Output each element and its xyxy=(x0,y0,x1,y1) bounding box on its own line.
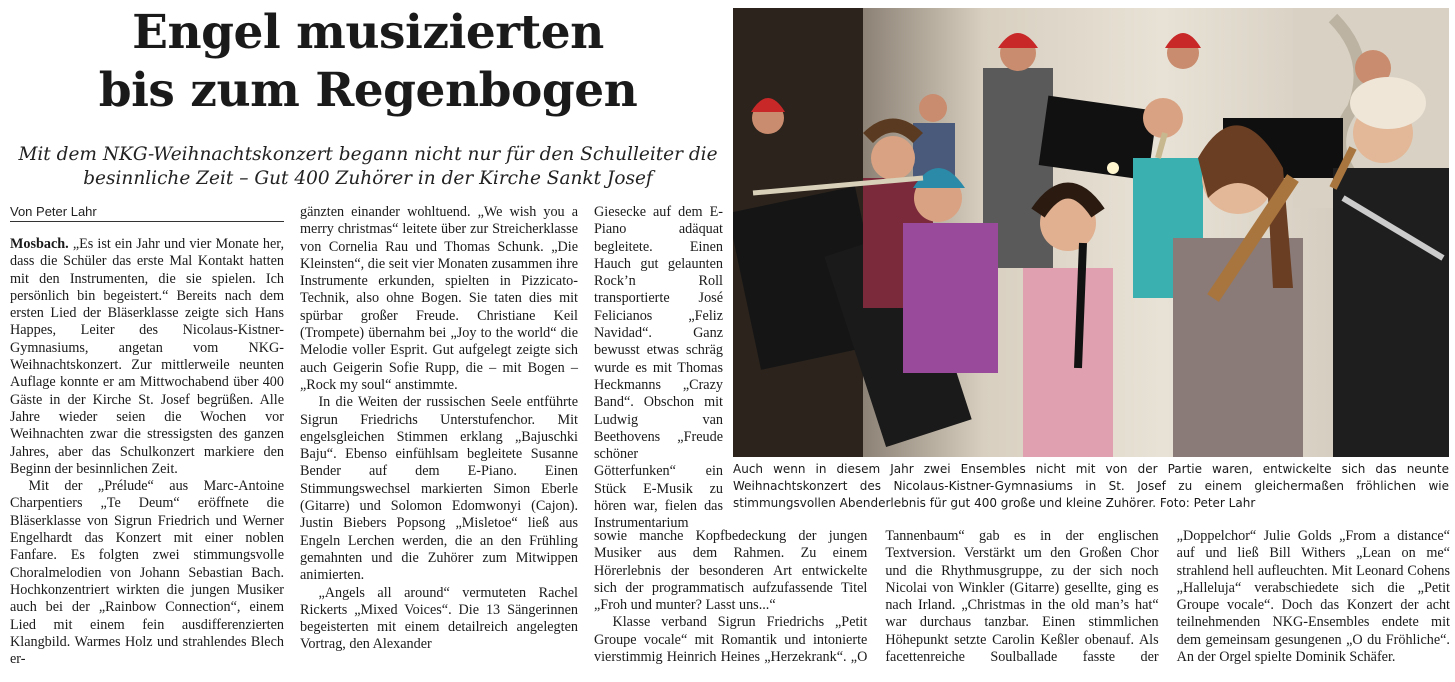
paragraph: Giesecke auf dem E-Piano adäquat begleitete. Einen Hauch gut gelaunten Rock’n Roll transportierte José Felicianos „Feliz Navidad“. Ganz bewusst etwas schräg wurde es mit Thomas Heckmanns „Crazy Band“. Obschon mit Ludwig van Beethovens „Freude schöner Götterfunken“ ein Stück E-Musik zu hören war, fielen das Instrumentarium xyxy=(594,204,723,532)
byline: Von Peter Lahr xyxy=(10,204,284,222)
article-column-3 xyxy=(594,204,723,533)
headline-line-1: Engel musizierten xyxy=(132,5,604,60)
child-figure xyxy=(1333,168,1449,457)
dateline: Mosbach. xyxy=(10,236,69,252)
child-figure xyxy=(1023,268,1113,457)
paragraph: Klasse verband Sigrun Friedrichs „Petit Groupe vocale“ mit Romantik und intonierte vierstimmig Heinrich Heines „Herzekrank“. „O Tannenbaum“ gab es in der englischen Textversion. Verstärkt um den Großen Chor und die Rhythmusgruppe, zu der sich noch Nicolai von Winkler (Gitarre) gesellte, ging es nach Irland. „Christmas in the old man’s hat“ war durchaus tanzbar. Einen stimmlichen Höhepunkt setzte Carolin Keßler obenauf. Als facettenreiche Soulballade fasste der „Doppelchor“ Julie Golds „From a distance“ auf und ließ Bill Withers „Lean on me“ strahlend hell aufleuchten. Mit Leonard Cohens „Halleluja“ verabschiedete sich die „Petit Groupe vocale“. Doch das Konzert der acht teilnehmenden NKG-Ensembles endete mit dem gemeinsam gesungenen „O du Fröhliche“. An der Orgel spielte Dominik Schäfer. xyxy=(594,528,1450,666)
photo-caption xyxy=(733,461,1449,512)
paragraph xyxy=(10,236,284,478)
paragraph: In die Weiten der russischen Seele entführte Sigrun Friedrichs Unterstufenchor. Mit engelsgleichen Stimmen erklang „Bajuschki Baju“. Ebenso einfühlsam begleitete Susanne Bender auf dem E-Piano. Einen Stimmungswechsel markierten Simon Eberle (Gitarre) und Solomon Edomwonyi (Cajon). Justin Biebers Popsong „Misletoe“ ließ aus Engeln Lerchen werden, die an den Frühling gemahnten und die Zuhörer zum Mitwippen animierten. xyxy=(300,394,578,584)
article-continuation-columns xyxy=(594,528,1450,666)
knit-hat xyxy=(1350,77,1426,129)
paragraph: gänzten einander wohltuend. „We wish you a merry christmas“ leitete über zur Streicherklasse von Cornelia Rau und Thomas Schunk. „Die Kleinsten“, die seit vier Monaten zusammen ihre Instrumente erkunden, spielten in Pizzicato-Technik, also ohne Bogen. Sie taten dies mit spürbar großer Freude. Christiane Keil (Trompete) übernahm bei „Joy to the world“ die Melodie voller Esprit. Gut aufgelegt zeigte sich auch Geigerin Sofie Rupp, die – mit Bogen – „Rock my soul“ anstimmte. xyxy=(300,204,578,393)
child-figure xyxy=(903,223,998,373)
photo-illustration xyxy=(733,8,1449,457)
concert-photo xyxy=(733,8,1449,457)
paragraph-text: „Es ist ein Jahr und vier Monate her, dass die Schüler das erste Mal Kontakt hatten mit den Instrumenten, die sie spielen. Ich persönlich bin begeistert.“ Bereits nach dem ersten Lied der Bläserklasse zeigte sich Hans Happes, Leiter des Nicolaus-Kistner-Gymnasiums, angetan vom NKG-Weihnachtskonzert. Zur mittlerweile neunten Auflage konnte er am Mittwochabend über 400 Gäste in der Kirche St. Josef begrüßen. Alle Jahre wieder seien die Wochen vor Weihnachten zwar die stressigsten des ganzen Jahres, aber das Schulkonzert markiere den Beginn der besinnlichen Zeit. xyxy=(10,236,284,477)
article-column-1 xyxy=(10,236,284,668)
subhead-line-1: Mit dem NKG-Weihnachtskonzert begann nicht nur für den Schulleiter die xyxy=(18,144,718,165)
paragraph: „Angels all around“ vermuteten Rachel Rickerts „Mixed Voices“. Die 13 Sängerinnen begeisterten mit einem detailreich angelegten Vortrag, den Alexander xyxy=(300,584,578,653)
subhead-line-2: besinnliche Zeit – Gut 400 Zuhörer in der Kirche Sankt Josef xyxy=(83,168,653,189)
subheadline xyxy=(8,143,728,191)
headline xyxy=(8,4,728,120)
article-column-2 xyxy=(300,204,578,654)
clarinet xyxy=(1078,243,1083,368)
paragraph: Mit der „Prélude“ aus Marc-Antoine Charpentiers „Te Deum“ eröffnete die Bläserklasse von Sigrun Friedrich und Werner Engelhardt das Konzert mit einer noblen Fanfare. Es folgten zwei stimmungsvolle Choralmelodien von Johann Sebastian Bach. Hochkonzentriert wirkten die jungen Musiker auch bei der „Rainbow Connection“, einem Lied mit einem fein ausdifferenzierten Klangbild. Warmes Holz und strahlendes Blech er- xyxy=(10,478,284,668)
photo-credit: Foto: Peter Lahr xyxy=(1159,496,1256,510)
caption-text: Auch wenn in diesem Jahr zwei Ensembles nicht mit von der Partie waren, entwickelte sich das neunte Weihnachtskonzert des Nicolaus-Kistner-Gymnasiums in St. Josef zu einem gleichermaßen fröhlichen wie stimmungsvollen Abenderlebnis für gut 400 große und kleine Zuhörer. xyxy=(733,462,1449,510)
headline-line-2: bis zum Regenbogen xyxy=(98,63,638,118)
stand-light xyxy=(1107,162,1119,174)
paragraph: sowie manche Kopfbedeckung der jungen Musiker aus dem Rahmen. Zu einem Hörerlebnis der besonderen Art entwickelte sich der programmatisch aufzufassende Titel „Froh und munter? Lasst uns...“ xyxy=(594,528,868,614)
